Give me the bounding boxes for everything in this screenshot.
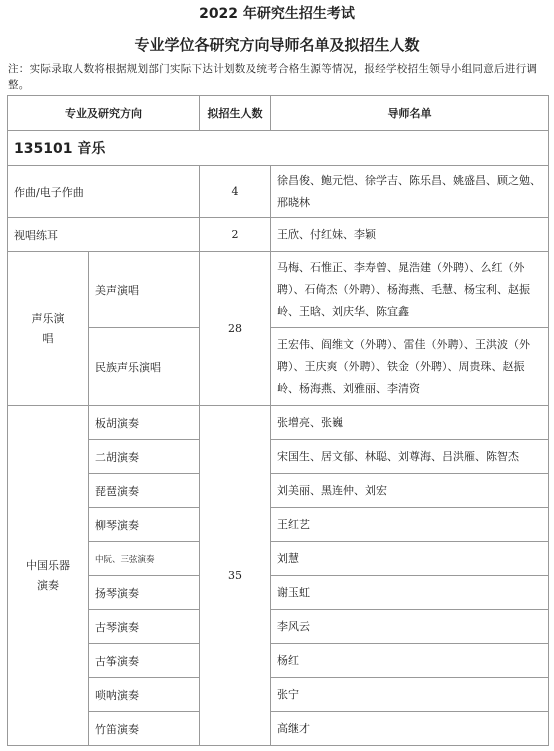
group-name: 声乐演唱 (8, 252, 89, 406)
table-row (8, 508, 549, 542)
advisor-list: 王宏伟、阎维文（外聘）、雷佳（外聘）、王洪波（外聘）、王庆爽（外聘）、铁金（外聘）、周贵珠、赵振岭、杨海燕、刘雅丽、李清资 (271, 328, 549, 406)
direction-name: 唢呐演奏 (89, 678, 200, 712)
advisor-list: 高继才 (271, 712, 549, 746)
group-name: 中国乐器演奏 (8, 406, 89, 746)
header-direction: 专业及研究方向 (8, 96, 200, 131)
direction-name: 板胡演奏 (89, 406, 200, 440)
table-row (8, 610, 549, 644)
advisor-list: 刘慧 (271, 542, 549, 576)
direction-name: 扬琴演奏 (89, 576, 200, 610)
advisor-list: 王红艺 (271, 508, 549, 542)
table-row (8, 644, 549, 678)
direction-name: 竹笛演奏 (89, 712, 200, 746)
advisor-list: 刘美丽、黑连仲、刘宏 (271, 474, 549, 508)
table-row (8, 678, 549, 712)
table-row (8, 328, 549, 406)
document-subtitle: 专业学位各研究方向导师名单及拟招生人数 (134, 36, 420, 54)
document-title: 2022 年研究生招生考试 (199, 6, 355, 22)
advisor-list: 谢玉虹 (271, 576, 549, 610)
advisor-table (7, 95, 549, 746)
direction-name: 作曲/电子作曲 (8, 166, 200, 218)
advisor-list: 马梅、石惟正、李寿曾、晁浩建（外聘）、么红（外聘）、石倚杰（外聘）、杨海燕、毛慧、杨宝利、赵振岭、王晗、刘庆华、陈宜鑫 (271, 252, 549, 328)
major-title: 135101 音乐 (8, 131, 549, 166)
advisor-list: 李风云 (271, 610, 549, 644)
table-header-row (8, 96, 549, 131)
table-row (8, 406, 549, 440)
table-row (8, 542, 549, 576)
table-row (8, 474, 549, 508)
table-row (8, 440, 549, 474)
direction-name: 柳琴演奏 (89, 508, 200, 542)
advisor-list: 张宁 (271, 678, 549, 712)
advisor-list: 杨红 (271, 644, 549, 678)
admission-note: 注：实际录取人数将根据规划部门实际下达计划数及统考合格生源等情况，报经学校招生领导小组同意后进行调整。 (8, 63, 538, 91)
quota-value: 4 (200, 166, 271, 218)
direction-name: 琵琶演奏 (89, 474, 200, 508)
advisor-list: 徐昌俊、鲍元恺、徐学吉、陈乐昌、姚盛昌、顾之勉、邢晓林 (271, 166, 549, 218)
table-row (8, 712, 549, 746)
table-row (8, 252, 549, 328)
direction-name: 视唱练耳 (8, 218, 200, 252)
table-row (8, 218, 549, 252)
direction-name: 中阮、三弦演奏 (89, 542, 200, 576)
major-row (8, 131, 549, 166)
quota-value: 28 (200, 252, 271, 406)
direction-name: 民族声乐演唱 (89, 328, 200, 406)
direction-name: 古琴演奏 (89, 610, 200, 644)
header-advisors: 导师名单 (271, 96, 549, 131)
direction-name: 古筝演奏 (89, 644, 200, 678)
advisor-list: 宋国生、居文郁、林聪、刘尊海、吕洪雁、陈智杰 (271, 440, 549, 474)
advisor-list: 王欣、付红妹、李颖 (271, 218, 549, 252)
table-row (8, 576, 549, 610)
header-quota: 拟招生人数 (200, 96, 271, 131)
direction-name: 美声演唱 (89, 252, 200, 328)
table-row (8, 166, 549, 218)
quota-value: 2 (200, 218, 271, 252)
advisor-list: 张增亮、张巍 (271, 406, 549, 440)
quota-value: 35 (200, 406, 271, 746)
direction-name: 二胡演奏 (89, 440, 200, 474)
